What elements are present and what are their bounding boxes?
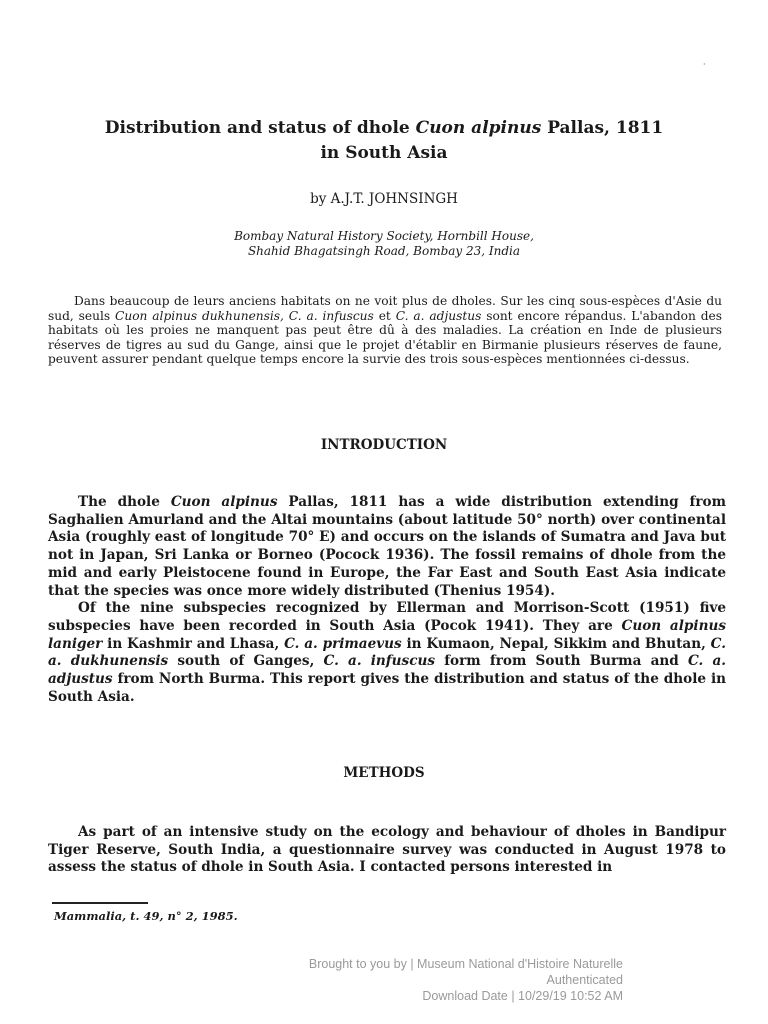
title-line-2: in South Asia [320,143,448,163]
intro-paragraph-1: The dhole Cuon alpinus Pallas, 1811 has a wide distribution extending from Saghalien Amurland and the Altai mountains (about latitude 50° north) over continental Asia (roughly east of longitude 70° E) and occurs on the islands of Sumatra and Java but not in Japan, Sri Lanka or Borneo (Pocock 1936). The fossil remains of dhole from the mid and early Pleistocene found in Europe, the Far East and South East Asia indicate that the species was once more widely distributed (Thenius 1954). [48,494,726,599]
introduction-heading: INTRODUCTION [320,437,448,453]
footnote-rule [52,902,148,904]
author-affiliation: Bombay Natural History Society, Hornbill House, Shahid Bhagatsingh Road, Bombay 23, India [234,229,534,258]
watermark-line-2: Authenticated [546,973,623,987]
journal-citation-footnote: Mammalia, t. 49, n° 2, 1985. [54,909,238,923]
intro-paragraph-2: Of the nine subspecies recognized by Ellerman and Morrison-Scott (1951) five subspecies have been recorded in South Asia (Pocok 1941). They are Cuon alpinus laniger in Kashmir and Lhasa, C. a. primaevus in Kumaon, Nepal, Sikkim and Bhutan, C. a. dukhunensis south of Ganges, C. a. infuscus form from South Burma and C. a. adjustus from North Burma. This report gives the distribution and status of the dhole in South Asia. [48,600,727,705]
scan-speck: · [703,60,706,69]
abstract-paragraph: Dans beaucoup de leurs anciens habitats on ne voit plus de dholes. Sur les cinq sous-espèces d'Asie du sud, seuls Cuon alpinus dukhunensis, C. a. infuscus et C. a. adjustus sont encore répandus. L'abandon des habitats où les proies ne manquent pas peut être dû à des maladies. La création en Inde de plusieurs réserves de tigres au sud du Gange, ainsi que le projet d'établir en Birmanie plusieurs réserves de faune, peuvent assurer pendant quelque temps encore la survie des trois sous-espèces mentionnées ci-dessus. [48,294,723,367]
methods-paragraph-1: As part of an intensive study on the ecology and behaviour of dholes in Bandipur Tiger Reserve, South India, a questionnaire survey was conducted in August 1978 to assess the status of dhole in South Asia. I contacted persons interested in [48,824,726,876]
title-line-1: Distribution and status of dhole Cuon alpinus Pallas, 1811 [104,118,664,138]
paper-title [48,116,720,166]
french-abstract [48,294,722,367]
author-byline: by A.J.T. JOHNSINGH [310,191,458,207]
watermark-line-3: Download Date | 10/29/19 10:52 AM [422,989,623,1003]
introduction-section [48,494,726,706]
download-watermark [200,956,623,1004]
methods-section [48,824,726,877]
watermark-line-1: Brought to you by | Museum National d'Histoire Naturelle [308,957,623,971]
methods-heading: METHODS [343,765,425,781]
